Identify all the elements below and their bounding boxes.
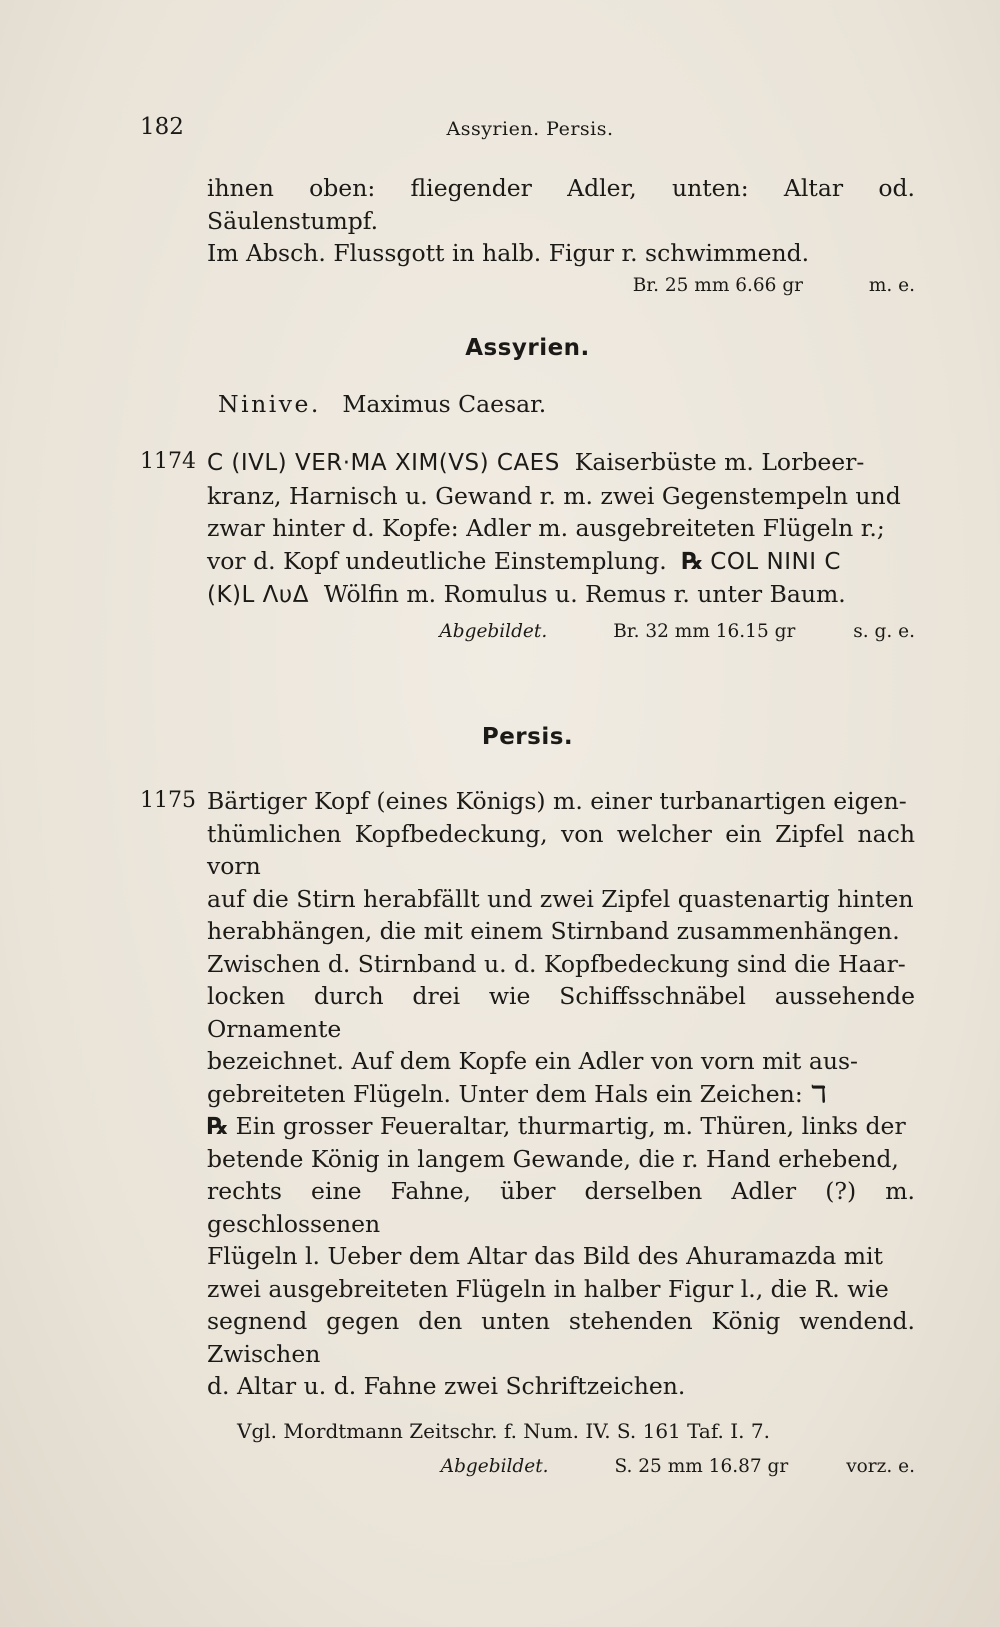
entry-row [140, 446, 915, 480]
entry-line-13: zwei ausgebreiteten Flügeln in halber Figur l., die R. wie [207, 1274, 889, 1303]
continuation-meta [140, 270, 915, 303]
page-header [140, 114, 920, 144]
entry-line-2: kranz, Harnisch u. Gewand r. m. zwei Gegenstempeln und [207, 481, 901, 510]
reverse-legend-a: COL NINI C [710, 548, 841, 575]
entry-line-8 [140, 1078, 915, 1111]
entry-number: 1174 [140, 449, 196, 474]
entry-number: 1175 [140, 788, 196, 813]
ruler-name: Maximus Caesar. [342, 390, 547, 418]
sign-glyph: ℸ [810, 1079, 827, 1108]
entry-line-5: Zwischen d. Stirnband u. d. Kopfbedeckung sind die Haar- [207, 949, 906, 978]
specs-text: Br. 25 mm 6.66 gr [632, 274, 803, 296]
subheading-city [218, 390, 546, 418]
entry-line-8-text: gebreiteten Flügeln. Unter dem Hals ein Zeichen: [207, 1079, 803, 1108]
entry-line-14: segnend gegen den unten stehenden König wendend. Zwischen [207, 1307, 915, 1368]
section-title-assyrien: Assyrien. [465, 335, 590, 361]
continuation-line-1: ihnen oben: fliegender Adler, unten: Altar od. Säulenstumpf. [207, 174, 915, 235]
entry-line-9-text: Ein grosser Feueraltar, thurmartig, m. Thüren, links der [235, 1112, 906, 1140]
reference-line: Vgl. Mordtmann Zeitschr. f. Num. IV. S. 161 Taf. I. 7. [237, 1418, 770, 1443]
entry-line-1-text: Kaiserbüste m. Lorbeer- [574, 448, 865, 476]
reverse-legend-b: (K)L ΛυΔ [207, 582, 309, 608]
reverse-mark: ℞ [681, 546, 703, 575]
ref-note: Abgebildet. [439, 620, 548, 642]
entry-meta [140, 1451, 915, 1484]
condition-text: m. e. [868, 274, 915, 296]
specs-text: S. 25 mm 16.87 gr [614, 1456, 789, 1477]
condition-text: vorz. e. [846, 1456, 915, 1477]
entry-meta [140, 616, 915, 649]
specs-text: Br. 32 mm 16.15 gr [613, 620, 796, 642]
section-title-persis: Persis. [481, 724, 574, 750]
continuation-line-2: Im Absch. Flussgott in halb. Figur r. schwimmend. [207, 239, 810, 267]
entry-line-4 [140, 545, 915, 579]
entry-line-11: rechts eine Fahne, über derselben Adler (?) m. geschlossenen [207, 1177, 915, 1238]
entry-line-15: d. Altar u. d. Fahne zwei Schriftzeichen. [207, 1372, 686, 1400]
entry-line-4-text: vor d. Kopf undeutliche Einstemplung. [207, 546, 667, 575]
entry-line-5 [140, 578, 915, 612]
entry-1175 [140, 785, 915, 1484]
obverse-legend: C (IVL) VER·MA XIM(VS) CAES [207, 450, 560, 476]
entry-line-5-text: Wölfin m. Romulus u. Remus r. unter Baum. [323, 580, 846, 608]
city-name: Ninive. [218, 390, 321, 418]
entry-line-7: bezeichnet. Auf dem Kopfe ein Adler von vorn mit aus- [207, 1047, 858, 1075]
entry-line-12: Flügeln l. Ueber dem Altar das Bild des Ahuramazda mit [207, 1242, 884, 1270]
entry-line-10: betende König in langem Gewande, die r. Hand erhebend, [207, 1144, 899, 1173]
running-title: Assyrien. Persis. [446, 118, 614, 140]
continuation-block [140, 172, 915, 302]
entry-line-3: zwar hinter d. Kopfe: Adler m. ausgebreiteten Flügeln r.; [207, 514, 885, 542]
entry-row [140, 785, 915, 818]
entry-line-4: herabhängen, die mit einem Stirnband zusammenhängen. [207, 917, 900, 945]
entry-line-2: thümlichen Kopfbedeckung, von welcher ein Zipfel nach vorn [207, 819, 915, 880]
entry-line-9 [140, 1110, 915, 1143]
entry-line-3: auf die Stirn herabfällt und zwei Zipfel quastenartig hinten [207, 884, 914, 913]
entry-line-1 [140, 446, 915, 480]
entry-1174 [140, 446, 915, 648]
entry-line-1: Bärtiger Kopf (eines Königs) m. einer turbanartigen eigen- [207, 787, 907, 815]
condition-text: s. g. e. [853, 620, 915, 642]
page-number: 182 [140, 114, 184, 140]
entry-line-6: locken durch drei wie Schiffsschnäbel aussehende Ornamente [207, 982, 915, 1043]
reverse-mark: ℞ [207, 1112, 229, 1140]
ref-note: Abgebildet. [440, 1456, 549, 1477]
